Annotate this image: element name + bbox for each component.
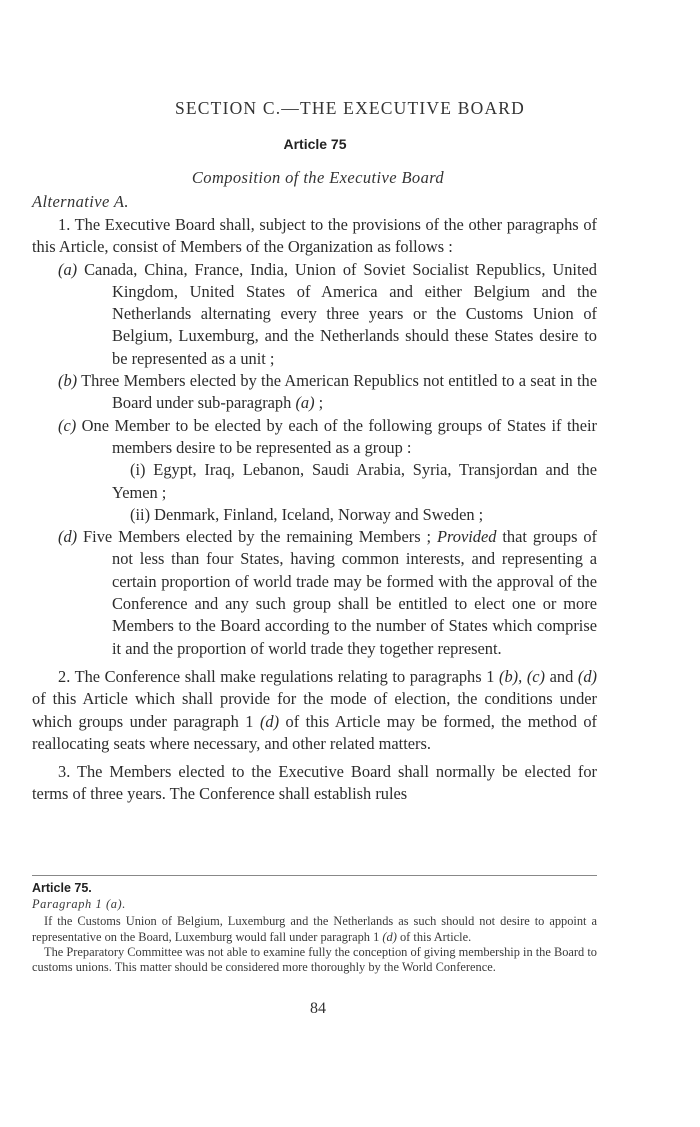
sub-item-c <box>32 415 597 460</box>
footnote-heading: Article 75. <box>32 881 92 895</box>
sub-item-c-label: (c) <box>58 415 77 435</box>
paragraph-2-text-1: 2. The Conference shall make regulations relating to paragraphs 1 <box>58 666 495 686</box>
sub-item-c-i: (i) Egypt, Iraq, Lebanon, Saudi Arabia, Syria, Transjordan and the Yemen ; <box>112 460 597 502</box>
footnote-ref: (d) <box>382 929 397 944</box>
paragraph-2-ref-2: (c) <box>526 666 546 686</box>
sub-item-a <box>32 259 597 370</box>
paragraph-2-text-3: of this Article which shall provide for the mode of election, the conditions under which groups under paragraph 1 <box>32 689 597 731</box>
article-subtitle: Composition of the Executive Board <box>191 168 445 187</box>
sub-item-b <box>32 370 597 415</box>
sub-item-c-ii: (ii) Denmark, Finland, Iceland, Norway and Sweden ; <box>130 504 484 524</box>
sub-item-b-label: (b) <box>58 371 78 391</box>
sub-item-d-text-1: Five Members elected by the remaining Members ; <box>83 527 432 547</box>
footnotes <box>32 881 597 975</box>
sub-item-a-text: Canada, China, France, India, Union of Soviet Socialist Republics, United Kingdom, United States of America and either Belgium and the Netherlands alternating every three years or the Customs Union of Belgium, Luxemburg, and the Netherlands should these States desire to be represented as a unit ; <box>84 259 597 368</box>
paragraph-2-text-4: of this Article may be formed, the method of reallocating seats where necessary, and other related matters. <box>32 711 597 753</box>
alternative-label: Alternative A. <box>32 192 129 211</box>
section-heading: SECTION C.—THE EXECUTIVE BOARD <box>174 98 525 118</box>
sub-item-b-ref: (a) <box>295 393 315 413</box>
sub-item-c-text: One Member to be elected by each of the following groups of States if their members desire to be represented as a group : <box>81 415 597 457</box>
sub-item-d-text-2: that groups of not less than four States, having common interests, and representing a certain proportion of world trade may be formed with the approval of the Conference and any such group shall be entitled to elect one or more Members to the Board according to the number of States which comprise it and the proportion of world trade they together represent. <box>112 527 597 658</box>
footnote-text-1b: of this Article. <box>399 929 472 944</box>
paragraph-1-intro: 1. The Executive Board shall, subject to the provisions of the other paragraphs of this Article, consist of Members of the Organization as follows : <box>32 215 597 257</box>
sub-item-d-label: (d) <box>58 527 78 547</box>
paragraph-2-ref-3: (d) <box>577 666 597 686</box>
paragraph-2-ref-1: (b), <box>499 666 523 686</box>
sub-item-a-label: (a) <box>58 259 78 279</box>
footnote-divider <box>32 875 597 876</box>
sub-item-b-end: ; <box>314 393 324 413</box>
footnote-text-2: The Preparatory Committee was not able to examine fully the conception of giving membership in the Board to customs unions. This matter should be considered more thoroughly by the World Conference. <box>32 944 597 975</box>
paragraph-2 <box>32 666 597 755</box>
paragraph-2-ref-4: (d) <box>259 711 280 731</box>
sub-item-d <box>32 526 597 660</box>
sub-item-d-provided: Provided <box>436 527 497 547</box>
sub-item-b-text: Three Members elected by the American Republics not entitled to a seat in the Board under sub-paragraph <box>81 371 597 413</box>
article-body <box>32 214 597 806</box>
footnote-text-1 <box>32 914 597 944</box>
paragraph-2-text-2: and <box>549 666 574 686</box>
page-number: 84 <box>310 1000 326 1017</box>
footnote-text-1a: If the Customs Union of Belgium, Luxemburg and the Netherlands as such should not desire to appoint a representative on the Board, Luxemburg would fall under paragraph 1 <box>32 914 597 944</box>
paragraph-3: 3. The Members elected to the Executive Board shall normally be elected for terms of three years. The Conference shall establish rules <box>32 762 597 804</box>
article-heading: Article 75 <box>283 136 347 152</box>
footnote-subheading: Paragraph 1 (a). <box>32 897 126 912</box>
